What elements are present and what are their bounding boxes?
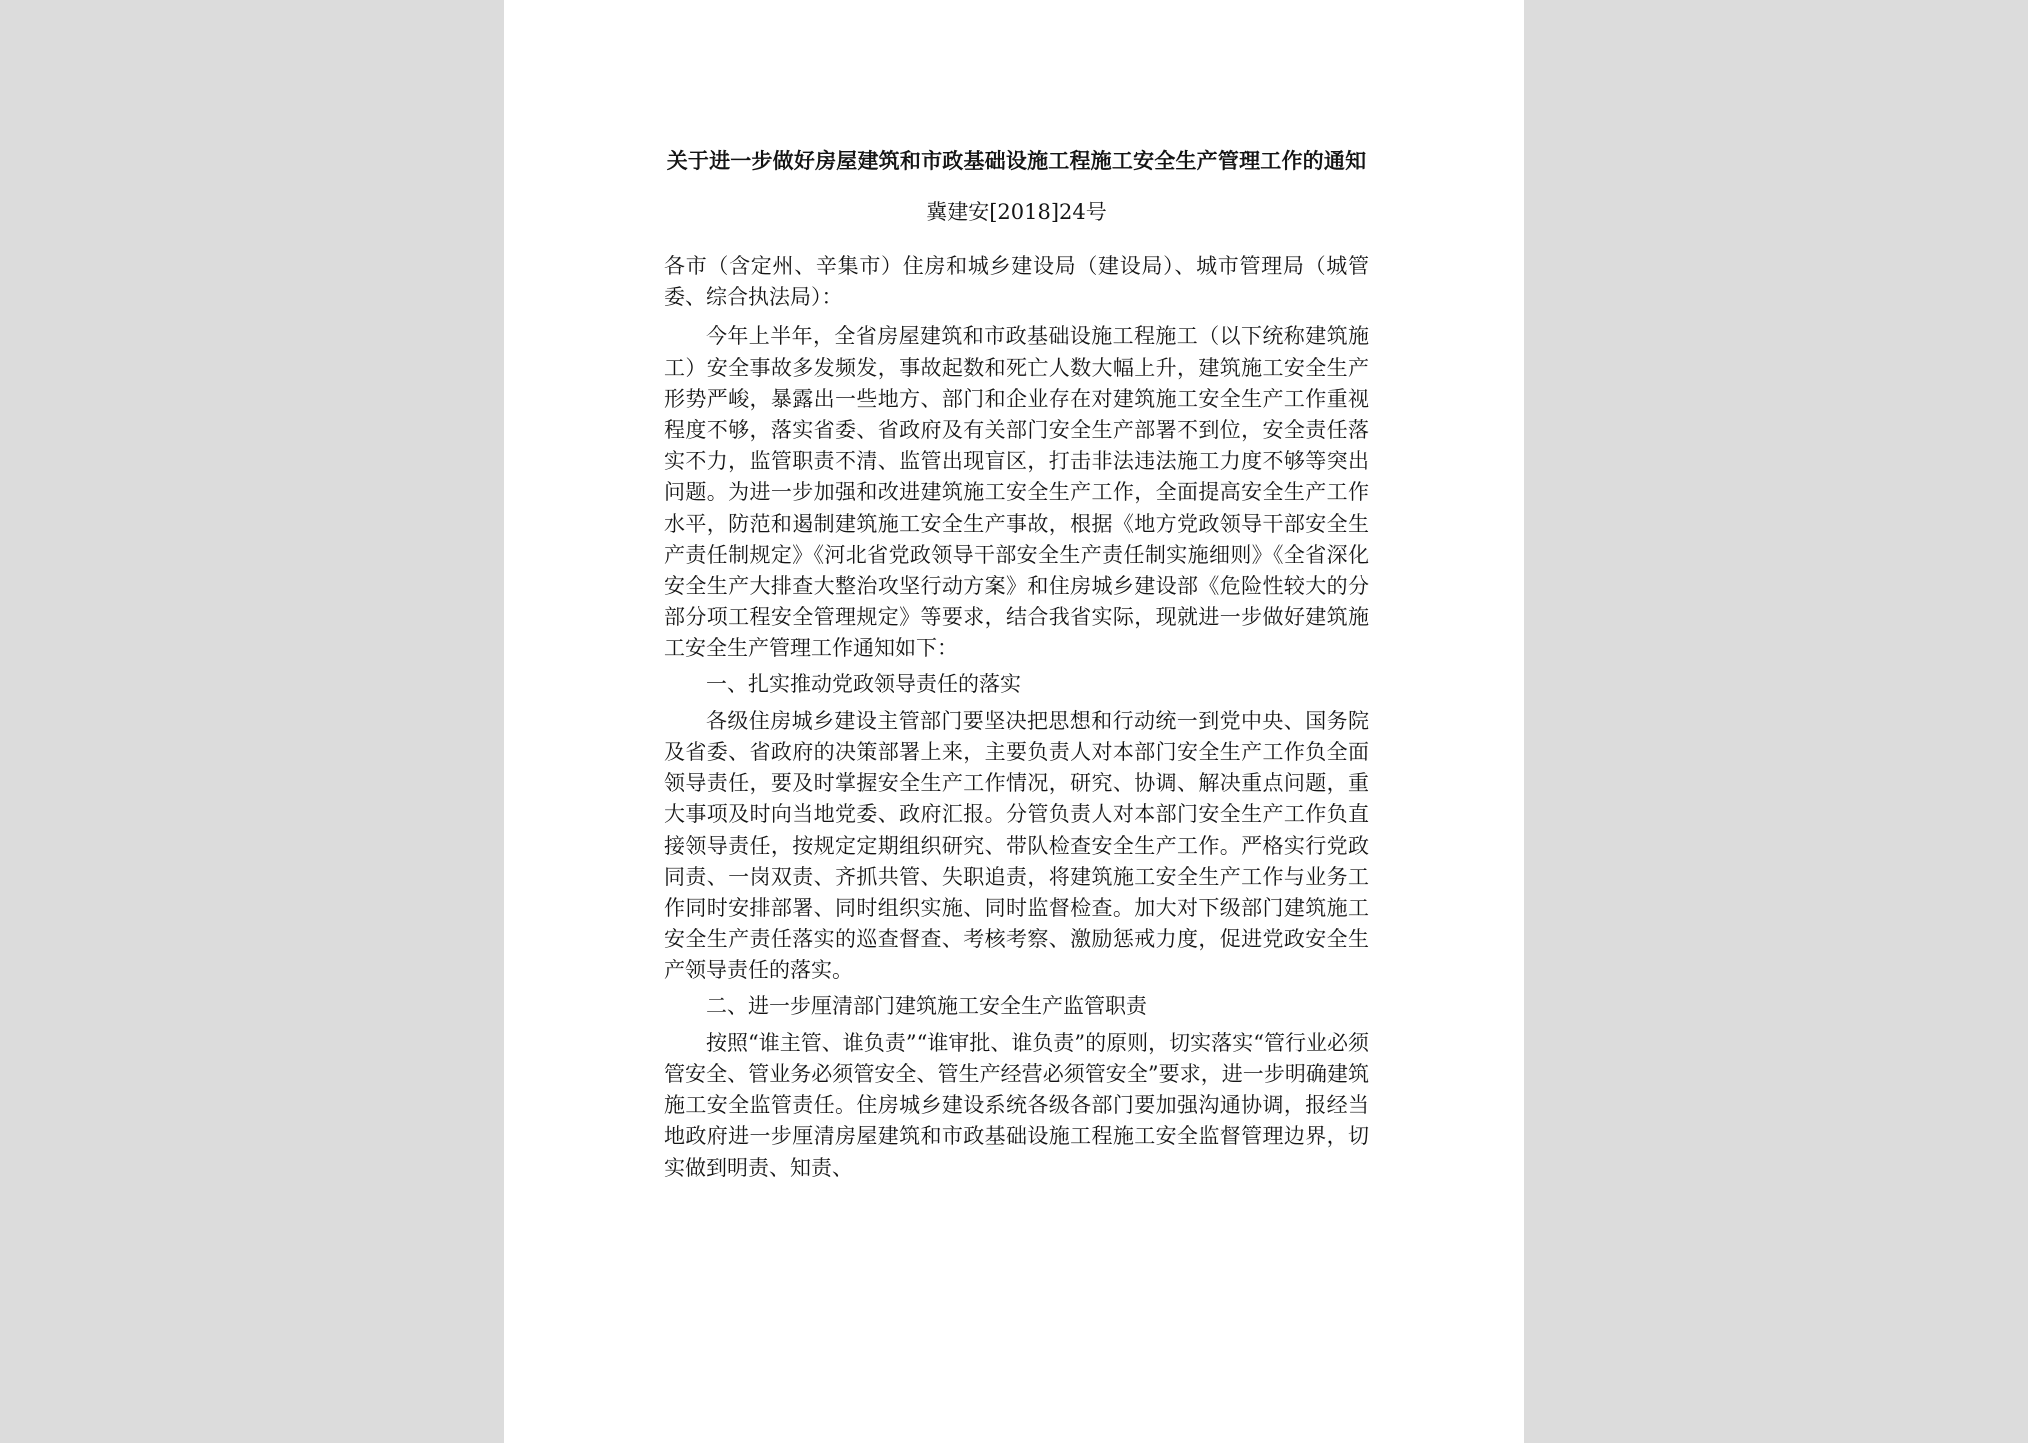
document-number: 冀建安[2018]24号 bbox=[926, 200, 1107, 224]
document-title: 关于进一步做好房屋建筑和市政基础设施工程施工安全生产管理工作的通知 bbox=[666, 149, 1367, 173]
document-page bbox=[504, 0, 1524, 1443]
section-body: 按照“谁主管、谁负责”“谁审批、谁负责”的原则，切实落实“管行业必须管安全、管业务必须管安全、管生产经营必须管安全”要求，进一步明确建筑施工安全监管责任。住房城乡建设系统各级各部门要加强沟通协调，报经当地政府进一步厘清房屋建筑和市政基础设施工程施工安全监督管理边界，切实做到明责、知责、 bbox=[664, 1030, 1369, 1180]
section-heading: 一、扎实推动党政领导责任的落实 bbox=[706, 671, 1021, 696]
intro-paragraph: 今年上半年，全省房屋建筑和市政基础设施工程施工（以下统称建筑施工）安全事故多发频发，事故起数和死亡人数大幅上升，建筑施工安全生产形势严峻，暴露出一些地方、部门和企业存在对建筑施工安全生产工作重视程度不够，落实省委、省政府及有关部门安全生产部署不到位，安全责任落实不力，监管职责不清、监管出现盲区，打击非法违法施工力度不够等突出问题。为进一步加强和改进建筑施工安全生产工作，全面提高安全生产工作水平，防范和遏制建筑施工安全生产事故，根据《地方党政领导干部安全生产责任制规定》《河北省党政领导干部安全生产责任制实施细则》《全省深化安全生产大排查大整治攻坚行动方案》和住房城乡建设部《危险性较大的分部分项工程安全管理规定》等要求，结合我省实际，现就进一步做好建筑施工安全生产管理工作通知如下： bbox=[664, 324, 1369, 661]
addressee: 各市（含定州、辛集市）住房和城乡建设局（建设局）、城市管理局（城管委、综合执法局）： bbox=[664, 254, 1369, 310]
section-heading: 二、进一步厘清部门建筑施工安全生产监管职责 bbox=[706, 993, 1147, 1018]
section-body: 各级住房城乡建设主管部门要坚决把思想和行动统一到党中央、国务院及省委、省政府的决策部署上来，主要负责人对本部门安全生产工作负全面领导责任，要及时掌握安全生产工作情况，研究、协调、解决重点问题，重大事项及时向当地党委、政府汇报。分管负责人对本部门安全生产工作负直接领导责任，按规定定期组织研究、带队检查安全生产工作。严格实行党政同责、一岗双责、齐抓共管、失职追责，将建筑施工安全生产工作与业务工作同时安排部署、同时组织实施、同时监督检查。加大对下级部门建筑施工安全生产责任落实的巡查督查、考核考察、激励惩戒力度，促进党政安全生产领导责任的落实。 bbox=[664, 708, 1369, 983]
